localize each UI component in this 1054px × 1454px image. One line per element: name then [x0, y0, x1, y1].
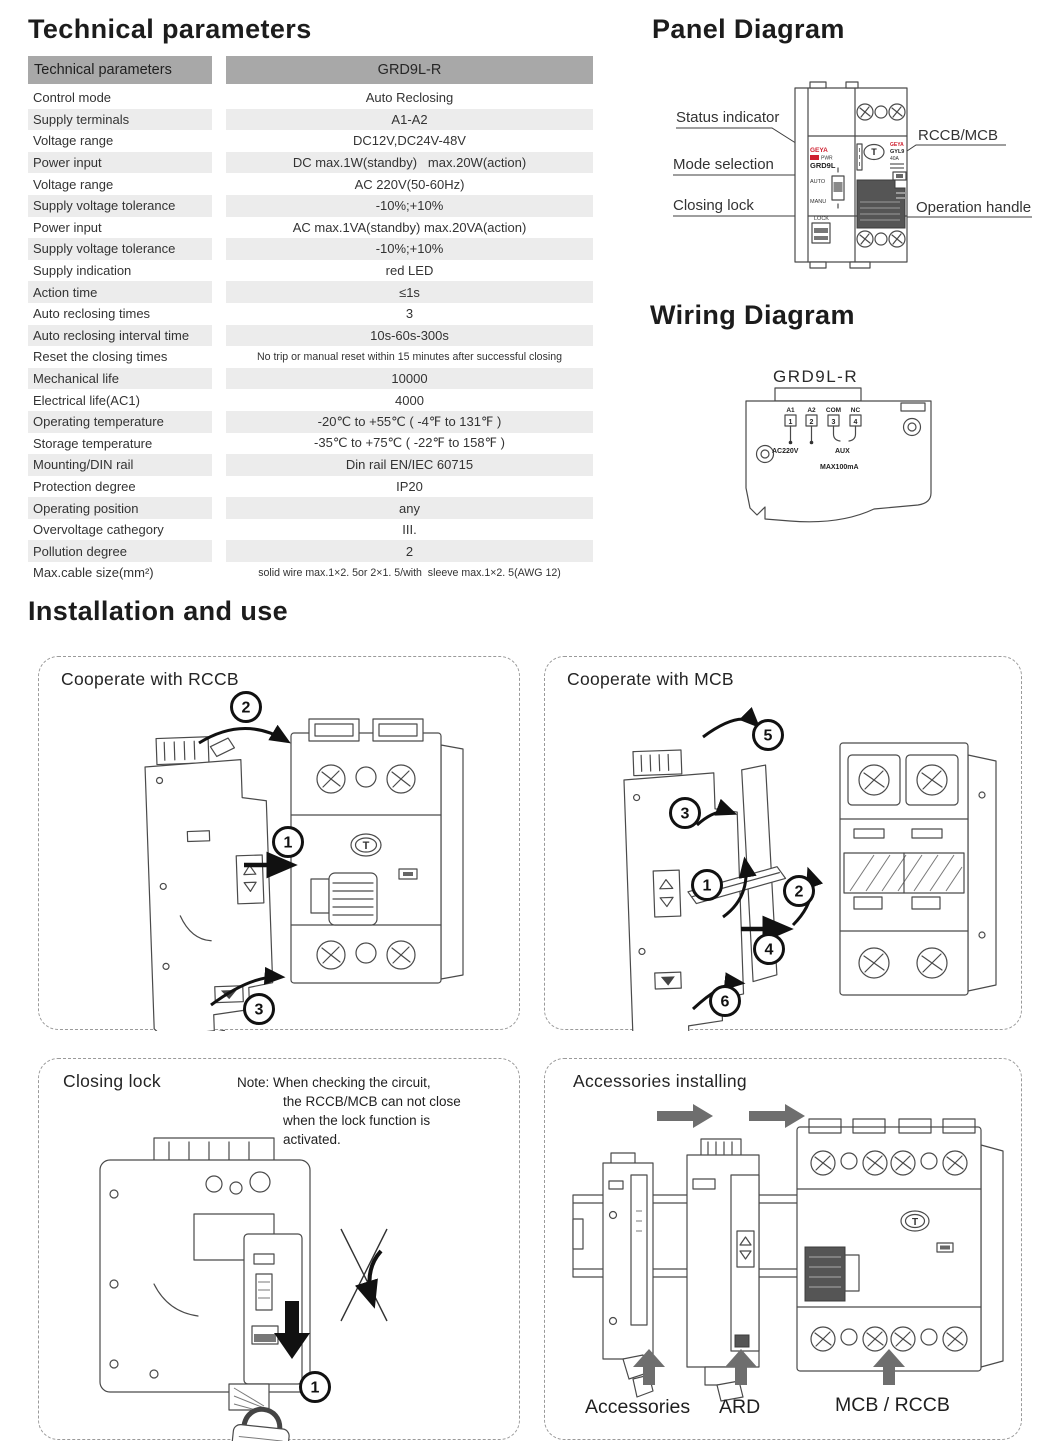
test-button-label: T [911, 1217, 919, 1228]
param-value: IP20 [396, 478, 423, 494]
table-header-param: Technical parameters [28, 56, 212, 84]
param-label: Operating temperature [28, 411, 212, 433]
param-row [28, 325, 593, 347]
param-value: ≤1s [226, 281, 593, 303]
param-row [28, 260, 593, 282]
mcb-rccb-device-drawing [797, 1119, 1003, 1371]
note-line: activated. [283, 1132, 341, 1147]
label-operation-handle: Operation handle [916, 199, 1032, 216]
param-value: 2 [226, 540, 593, 562]
note-line: when the lock function is [283, 1113, 431, 1128]
param-value: AC max.1VA(standby) max.20VA(action) [292, 219, 527, 235]
param-label: Mechanical life [28, 368, 212, 390]
terminal-num-3: 3 [831, 419, 836, 426]
brand-geya-right: GEYA [890, 142, 904, 148]
param-label: Mounting/DIN rail [28, 454, 212, 476]
param-value: Auto Reclosing [365, 90, 454, 106]
table-header-row [28, 56, 593, 84]
closing-lock-illustration [39, 1059, 521, 1441]
param-label: Supply voltage tolerance [28, 195, 212, 217]
svg-text:1: 1 [310, 1379, 320, 1397]
mcb-illustration [545, 657, 1023, 1031]
param-value: A1-A2 [226, 109, 593, 131]
slide-arrow [657, 1104, 713, 1128]
param-value: solid wire max.1×2. 5or 2×1. 5/with sleeve max.1×2. 5(AWG 12) [258, 566, 561, 579]
label-closing-lock: Closing lock [673, 197, 754, 214]
padlock [228, 1406, 292, 1441]
box-accessories-title: Accessories installing [573, 1071, 747, 1091]
svg-text:1: 1 [283, 834, 293, 852]
param-row [28, 497, 593, 519]
rating-40a: 40A [890, 156, 899, 162]
param-label: Auto reclosing interval time [28, 325, 212, 347]
table-body [28, 87, 593, 584]
param-value: DC12V,DC24V-48V [353, 133, 466, 149]
technical-parameters-title: Technical parameters [28, 14, 312, 44]
param-value: any [226, 497, 593, 519]
box-closing-lock [38, 1058, 520, 1440]
param-row [28, 346, 593, 368]
step-2-badge [785, 877, 814, 906]
param-value: -35℃ to +75℃ ( -22℉ to 158℉ ) [314, 435, 505, 451]
rccb-device-drawing [291, 719, 463, 983]
param-row [28, 217, 593, 239]
step-3-badge [671, 799, 700, 828]
param-label: Max.cable size(mm²) [33, 565, 154, 581]
accessories-illustration [545, 1059, 1023, 1441]
panel-diagram [650, 52, 1054, 297]
no-close-symbol [341, 1229, 387, 1321]
param-value: -10%;+10% [226, 195, 593, 217]
param-label: Pollution degree [28, 540, 212, 562]
brand-geya-left: GEYA [810, 147, 828, 154]
param-label: Reset the closing times [33, 349, 168, 365]
panel-device-drawing [795, 82, 907, 268]
note-line: When checking the circuit, [273, 1075, 431, 1090]
note-line: the RCCB/MCB can not close [283, 1094, 461, 1109]
param-value: DC max.1W(standby) max.20W(action) [226, 152, 593, 174]
label-mode-selection: Mode selection [673, 156, 774, 173]
param-label: Power input [33, 219, 102, 235]
param-label: Overvoltage cathegory [33, 522, 164, 538]
param-row [28, 433, 593, 455]
wiring-diagram [650, 346, 990, 541]
param-value: -20℃ to +55℃ ( -4℉ to 131℉ ) [226, 411, 593, 433]
param-row [28, 519, 593, 541]
param-row [28, 476, 593, 498]
svg-text:2: 2 [794, 883, 804, 901]
step-3-badge [245, 995, 274, 1024]
param-label: Storage temperature [33, 435, 153, 451]
param-label: Power input [28, 152, 212, 174]
param-value: 10000 [226, 368, 593, 390]
terminal-com: COM [825, 407, 842, 414]
technical-parameters-table [28, 56, 593, 584]
param-value: 3 [405, 306, 414, 322]
param-row [28, 411, 593, 433]
svg-text:2: 2 [241, 699, 251, 717]
param-label: Electrical life(AC1) [33, 392, 140, 408]
param-label: Operating position [28, 497, 212, 519]
wiring-diagram-title: Wiring Diagram [650, 300, 855, 330]
lock-label: LOCK [814, 216, 829, 222]
terminal-num-2: 2 [809, 419, 814, 426]
pwr-led-label: PWR [821, 155, 833, 162]
svg-text:4: 4 [764, 941, 774, 959]
box-lock-title: Closing lock [63, 1071, 161, 1091]
param-row [28, 87, 593, 109]
param-value: 10s-60s-300s [226, 325, 593, 347]
ac220v-label: AC220V [772, 448, 799, 455]
step-1-badge [693, 871, 722, 900]
installation-title: Installation and use [28, 596, 289, 626]
param-value: 4000 [395, 392, 424, 408]
slide-arrow [749, 1104, 805, 1128]
svg-text:3: 3 [254, 1001, 264, 1019]
ard-device-drawing [144, 735, 275, 1031]
rccb-illustration [39, 657, 521, 1031]
param-value: AC 220V(50-60Hz) [354, 176, 465, 192]
table-header-model: GRD9L-R [226, 56, 593, 84]
param-value: -10%;+10% [226, 238, 593, 260]
box-mcb-title: Cooperate with MCB [567, 669, 734, 689]
terminal-a1: A1 [786, 407, 795, 414]
note-label: Note: [237, 1075, 270, 1090]
terminal-num-1: 1 [788, 419, 793, 426]
box-cooperate-rccb [38, 656, 520, 1030]
param-label: Supply terminals [28, 109, 212, 131]
param-row [28, 130, 593, 152]
param-row [28, 303, 593, 325]
box-cooperate-mcb [544, 656, 1022, 1030]
param-row [28, 454, 593, 476]
model-gyl9: GYL9 [890, 149, 905, 155]
terminal-num-4: 4 [853, 419, 858, 426]
label-status-indicator: Status indicator [676, 109, 780, 126]
mode-auto-label: AUTO [810, 179, 826, 185]
svg-text:5: 5 [763, 727, 773, 745]
param-label: Supply indication [33, 263, 132, 279]
param-label: Auto reclosing times [33, 306, 151, 322]
terminal-nc: NC [850, 407, 861, 414]
caption-mcb-rccb: MCB / RCCB [835, 1394, 950, 1416]
mode-manu-label: MANU [810, 199, 827, 205]
param-row [28, 109, 593, 131]
wiring-model-label: GRD9L-R [773, 367, 859, 386]
param-row [28, 238, 593, 260]
svg-text:6: 6 [720, 993, 730, 1011]
param-value: No trip or manual reset within 15 minutes after successful closing [257, 350, 562, 363]
step-6-badge [711, 987, 740, 1016]
terminal-a2: A2 [807, 407, 816, 414]
param-row [28, 389, 593, 411]
rccb-test-button-label: T [362, 840, 370, 852]
step-1-badge [274, 828, 303, 857]
test-button-label: T [871, 147, 877, 157]
param-row [28, 173, 593, 195]
param-row [28, 281, 593, 303]
param-value: Din rail EN/IEC 60715 [226, 454, 593, 476]
caption-accessories: Accessories [585, 1396, 691, 1418]
param-label: Voltage range [33, 133, 114, 149]
aux-label: AUX [835, 448, 850, 455]
step-4-badge [755, 935, 784, 964]
panel-diagram-title: Panel Diagram [652, 14, 845, 44]
box-accessories [544, 1058, 1022, 1440]
step-2-badge [232, 693, 261, 722]
param-label: Control mode [33, 90, 112, 106]
svg-text:1: 1 [702, 877, 712, 895]
param-label: Action time [28, 281, 212, 303]
param-row [28, 195, 593, 217]
svg-text:3: 3 [680, 805, 690, 823]
step-5-badge [754, 721, 783, 750]
param-value: III. [402, 522, 417, 538]
box-rccb-title: Cooperate with RCCB [61, 669, 239, 689]
param-value: red LED [385, 263, 434, 279]
param-label: Protection degree [33, 478, 136, 494]
param-label: Supply voltage tolerance [28, 238, 212, 260]
label-rccb-mcb: RCCB/MCB [918, 127, 999, 144]
model-grd9l: GRD9L [810, 161, 836, 170]
param-row [28, 562, 593, 584]
param-row [28, 152, 593, 174]
caption-ard: ARD [719, 1396, 761, 1418]
step-1-badge [301, 1373, 330, 1402]
max100ma-label: MAX100mA [820, 464, 859, 471]
locked-device-drawing [100, 1138, 310, 1441]
param-row [28, 540, 593, 562]
param-row [28, 368, 593, 390]
mcb-device-drawing [840, 743, 996, 995]
param-label: Voltage range [33, 176, 114, 192]
